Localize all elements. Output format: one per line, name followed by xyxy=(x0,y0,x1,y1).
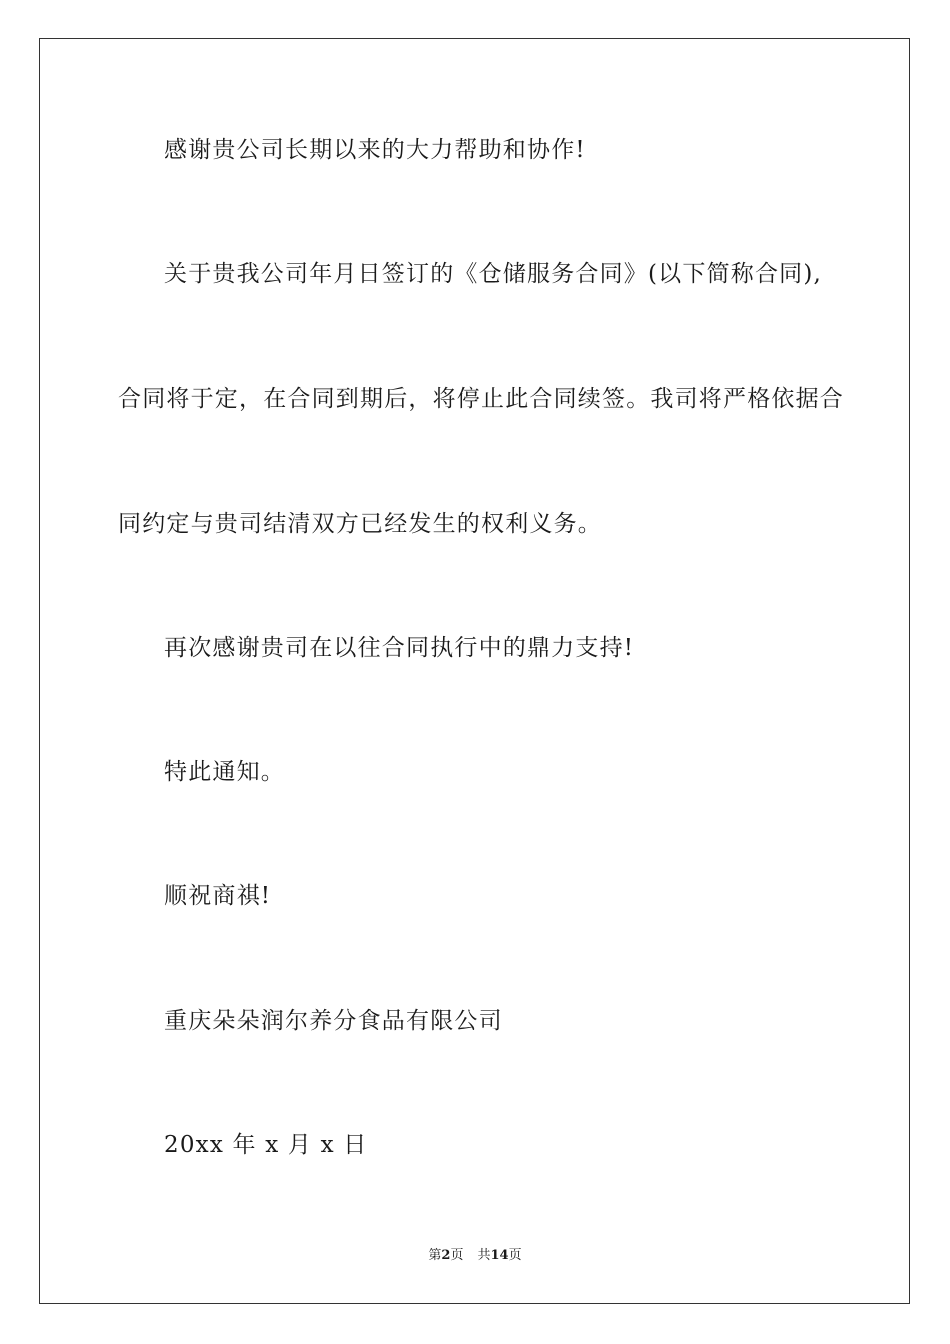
footer-page-prefix: 第 xyxy=(428,1248,442,1263)
footer-total-suffix: 页 xyxy=(508,1248,522,1263)
signature-date: 20xx 年 x 月 x 日 xyxy=(164,1132,368,1158)
paragraph-notice: 特此通知。 xyxy=(164,759,285,785)
paragraph-contract-intro: 关于贵我公司年月日签订的《仓储服务合同》(以下简称合同), xyxy=(164,261,823,287)
footer-total-prefix: 共 xyxy=(477,1248,491,1263)
paragraph-thanks-again: 再次感谢贵司在以往合同执行中的鼎力支持! xyxy=(164,635,635,661)
paragraph-closing: 顺祝商祺! xyxy=(164,883,272,909)
paragraph-contract-termination: 合同将于定，在合同到期后，将停止此合同续签。我司将严格依据合 xyxy=(118,386,844,412)
footer-page-suffix: 页 xyxy=(450,1248,464,1263)
page-border xyxy=(39,38,910,1304)
signature-company: 重庆朵朵润尔养分食品有限公司 xyxy=(164,1008,503,1034)
page-footer xyxy=(0,1247,950,1265)
paragraph-contract-settlement: 同约定与贵司结清双方已经发生的权利义务。 xyxy=(118,511,602,537)
footer-page-number: 2 xyxy=(441,1248,451,1263)
paragraph-thanks: 感谢贵公司长期以来的大力帮助和协作! xyxy=(164,137,586,163)
footer-total-pages: 14 xyxy=(490,1248,509,1263)
